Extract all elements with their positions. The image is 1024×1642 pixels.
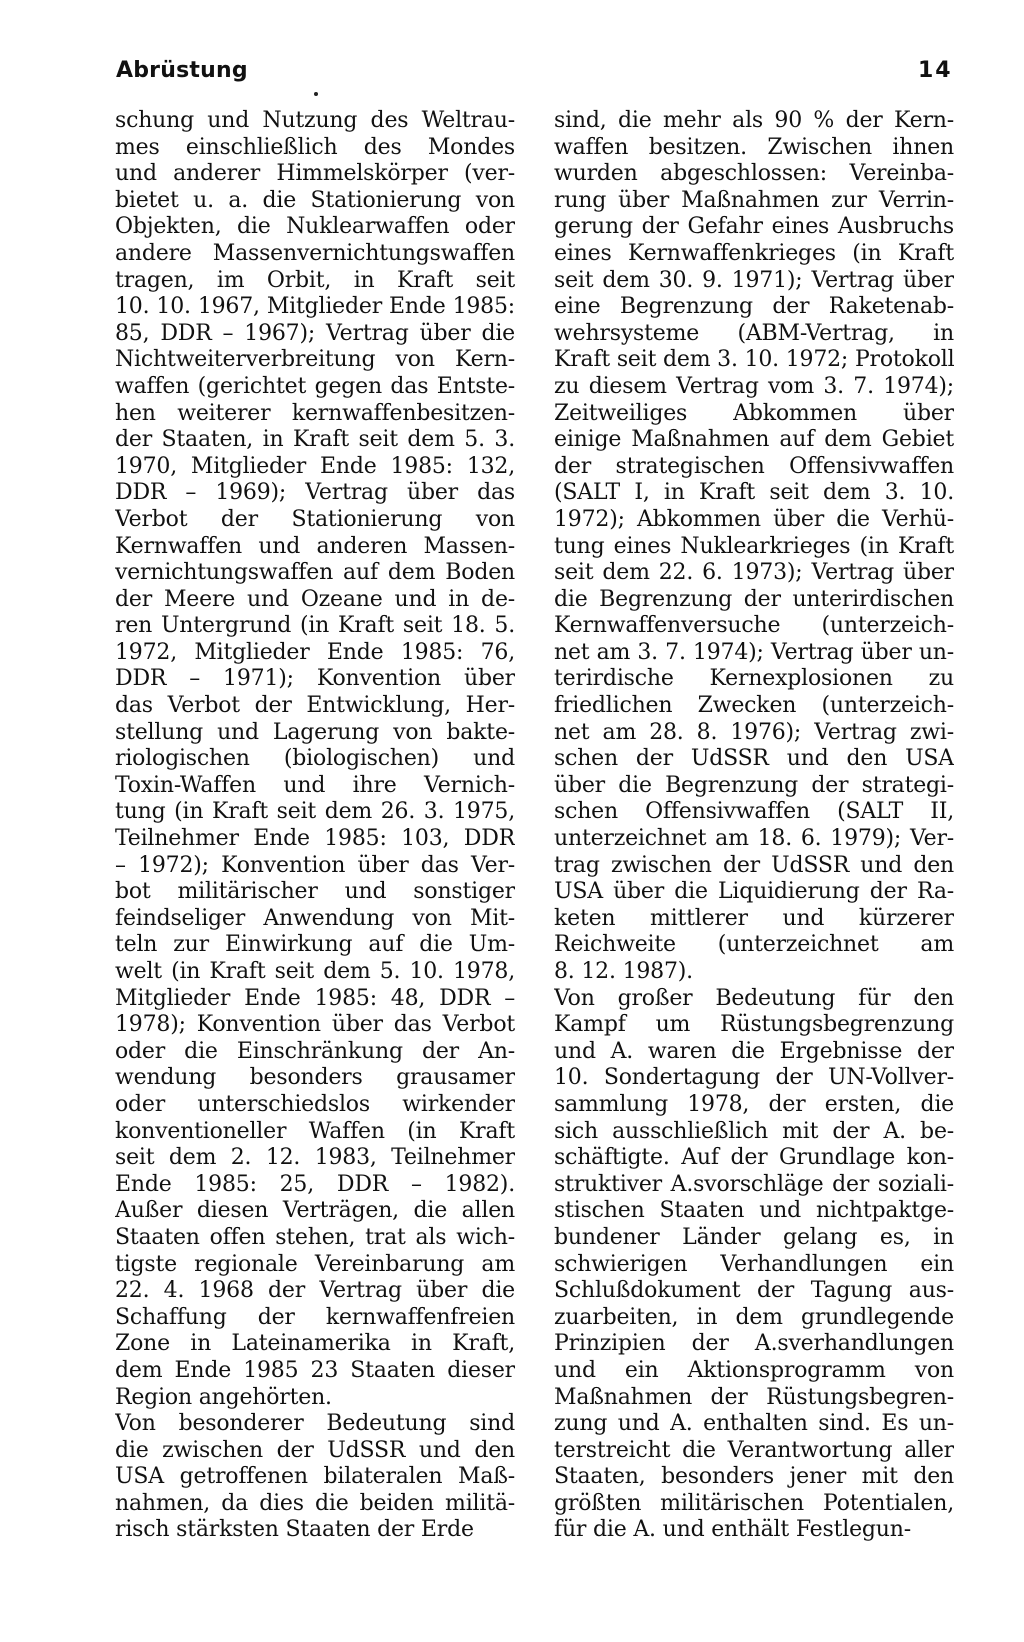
text-line: Verbot der Stationierung von [115, 506, 515, 532]
text-line: vernichtungswaffen auf dem Boden [115, 560, 515, 586]
text-line: Toxin-Waffen und ihre Vernich- [115, 772, 515, 798]
text-line: die zwischen der UdSSR und den [115, 1437, 515, 1463]
text-line: 1972, Mitglieder Ende 1985: 76, [115, 639, 515, 665]
text-line: welt (in Kraft seit dem 5. 10. 1978, [115, 959, 515, 984]
text-line: mes einschließlich des Mondes [115, 134, 515, 160]
text-line: Staaten offen stehen, trat als wich- [115, 1224, 515, 1250]
text-line: eines Kernwaffenkrieges (in Kraft [554, 240, 954, 266]
text-line: zuarbeiten, in dem grundlegende [554, 1304, 954, 1330]
text-line: 10. 10. 1967, Mitglieder Ende 1985: [115, 294, 515, 320]
text-line: wehrsysteme (ABM-Vertrag, in [554, 320, 954, 346]
text-line: schen Offensivwaffen (SALT II, [554, 799, 954, 825]
text-line: Ende 1985: 25, DDR – 1982). [115, 1171, 515, 1197]
text-line: und ein Aktionsprogramm von [554, 1357, 954, 1383]
text-line: tigste regionale Vereinbarung am [115, 1251, 515, 1277]
print-speck [314, 92, 318, 96]
text-line: Kraft seit dem 3. 10. 1972; Protokoll [554, 347, 954, 373]
text-line: ren Untergrund (in Kraft seit 18. 5. [115, 613, 515, 639]
page-number: 14 [918, 58, 953, 83]
text-line: 1972); Abkommen über die Verhü- [554, 506, 954, 532]
text-line: eine Begrenzung der Raketenab- [554, 294, 954, 320]
text-line: 22. 4. 1968 der Vertrag über die [115, 1278, 515, 1304]
text-line: Staaten, besonders jener mit den [554, 1464, 954, 1490]
text-line: konventioneller Waffen (in Kraft [115, 1118, 515, 1144]
text-line: risch stärksten Staaten der Erde [115, 1517, 474, 1543]
text-line: hen weiterer kernwaffenbesitzen- [115, 400, 515, 426]
text-line: tung eines Nuklearkrieges (in Kraft [554, 533, 954, 559]
text-line: dem Ende 1985 23 Staaten dieser [115, 1357, 515, 1383]
text-line: und A. waren die Ergebnisse der [554, 1038, 954, 1064]
text-line: zu diesem Vertrag vom 3. 7. 1974); [554, 373, 954, 399]
text-line: und anderer Himmelskörper (ver- [115, 161, 515, 187]
text-line: Zeitweiliges Abkommen über [554, 400, 954, 426]
text-line: Kampf um Rüstungsbegrenzung [554, 1012, 954, 1038]
text-line: feindseliger Anwendung von Mit- [115, 905, 515, 931]
text-line: seit dem 30. 9. 1971); Vertrag über [554, 267, 954, 293]
text-line: oder die Einschränkung der An- [115, 1038, 515, 1064]
text-line: tragen, im Orbit, in Kraft seit [115, 267, 515, 293]
text-line: friedlichen Zwecken (unterzeich- [554, 693, 954, 719]
text-line: rung über Maßnahmen zur Verrin- [554, 187, 954, 213]
text-line: 10. Sondertagung der UN-Vollver- [554, 1065, 954, 1091]
text-line: schäftigte. Auf der Grundlage kon- [554, 1145, 954, 1171]
text-line: 1978); Konvention über das Verbot [115, 1012, 515, 1038]
text-line: net am 3. 7. 1974); Vertrag über un- [554, 639, 954, 665]
text-line: Teilnehmer Ende 1985: 103, DDR [115, 826, 515, 852]
text-line: USA über die Liquidierung der Ra- [554, 879, 954, 905]
text-line: Kernwaffen und anderen Massen- [115, 533, 515, 559]
text-line: USA getroffenen bilateralen Maß- [115, 1464, 515, 1490]
text-line: 85, DDR – 1967); Vertrag über die [115, 320, 515, 346]
text-line: DDR – 1971); Konvention über [115, 666, 515, 692]
text-line: der Meere und Ozeane und in de- [115, 586, 515, 612]
text-line: Mitglieder Ende 1985: 48, DDR – [115, 985, 515, 1011]
text-line: die Begrenzung der unterirdischen [554, 586, 954, 612]
text-line: nahmen, da dies die beiden militä- [115, 1490, 515, 1516]
text-line: struktiver A.svorschläge der soziali- [554, 1171, 954, 1197]
text-line: 8. 12. 1987). [554, 959, 693, 984]
text-line: schwierigen Verhandlungen ein [554, 1251, 954, 1277]
text-line: tung (in Kraft seit dem 26. 3. 1975, [115, 799, 515, 825]
text-line: Nichtweiterverbreitung von Kern- [115, 347, 515, 373]
text-line: 1970, Mitglieder Ende 1985: 132, [115, 453, 515, 479]
text-line: einige Maßnahmen auf dem Gebiet [554, 427, 954, 453]
text-line: Maßnahmen der Rüstungsbegren- [554, 1384, 954, 1410]
text-line: oder unterschiedslos wirkender [115, 1091, 515, 1117]
text-line: terstreicht die Verantwortung aller [554, 1437, 954, 1463]
text-line: zung und A. enthalten sind. Es un- [554, 1411, 954, 1437]
text-line: größten militärischen Potentialen, [554, 1490, 954, 1516]
text-line: riologischen (biologischen) und [115, 746, 515, 772]
text-line: wendung besonders grausamer [115, 1065, 515, 1091]
text-line: für die A. und enthält Festlegun- [554, 1517, 911, 1543]
text-line: der Staaten, in Kraft seit dem 5. 3. [115, 427, 515, 453]
text-line: Objekten, die Nuklearwaffen oder [115, 214, 515, 240]
text-line: – 1972); Konvention über das Ver- [115, 852, 515, 878]
text-line: wurden abgeschlossen: Vereinba- [554, 161, 954, 187]
text-column-left [115, 108, 515, 1544]
text-line: andere Massenvernichtungswaffen [115, 240, 515, 266]
text-line: terirdische Kernexplosionen zu [554, 666, 954, 692]
text-line: Kernwaffenversuche (unterzeich- [554, 613, 954, 639]
text-line: unterzeichnet am 18. 6. 1979); Ver- [554, 826, 954, 852]
text-line: sind, die mehr als 90 % der Kern- [554, 108, 954, 133]
text-line: sich ausschließlich mit der A. be- [554, 1118, 954, 1144]
text-line: stellung und Lagerung von bakte- [115, 719, 515, 745]
text-line: waffen (gerichtet gegen das Entste- [115, 373, 515, 399]
text-line: teln zur Einwirkung auf die Um- [115, 932, 515, 958]
text-line: über die Begrenzung der strategi- [554, 772, 954, 798]
text-line: keten mittlerer und kürzerer [554, 905, 954, 931]
text-line: schung und Nutzung des Weltrau- [115, 108, 515, 133]
text-line: schen der UdSSR und den USA [554, 746, 954, 772]
text-line: waffen besitzen. Zwischen ihnen [554, 134, 954, 160]
text-line: Zone in Lateinamerika in Kraft, [115, 1331, 515, 1357]
text-line: DDR – 1969); Vertrag über das [115, 480, 515, 506]
text-line: Außer diesen Verträgen, die allen [115, 1198, 515, 1224]
text-line: Schaffung der kernwaffenfreien [115, 1304, 515, 1330]
text-line: gerung der Gefahr eines Ausbruchs [554, 214, 954, 240]
text-line: sammlung 1978, der ersten, die [554, 1091, 954, 1117]
text-line: der strategischen Offensivwaffen [554, 453, 954, 479]
text-line: stischen Staaten und nichtpaktge- [554, 1198, 954, 1224]
text-line: bietet u. a. die Stationierung von [115, 187, 515, 213]
text-line: bundener Länder gelang es, in [554, 1224, 954, 1250]
text-line: bot militärischer und sonstiger [115, 879, 515, 905]
page-header-title: Abrüstung [116, 58, 248, 83]
text-line: Reichweite (unterzeichnet am [554, 932, 954, 958]
text-line: (SALT I, in Kraft seit dem 3. 10. [554, 480, 954, 506]
text-line: das Verbot der Entwicklung, Her- [115, 693, 515, 719]
text-line: seit dem 22. 6. 1973); Vertrag über [554, 560, 954, 586]
text-line: trag zwischen der UdSSR und den [554, 852, 954, 878]
text-line: Schlußdokument der Tagung aus- [554, 1278, 954, 1304]
text-line: net am 28. 8. 1976); Vertrag zwi- [554, 719, 954, 745]
text-line: Von besonderer Bedeutung sind [115, 1411, 515, 1437]
text-line: Region angehörten. [115, 1384, 332, 1410]
text-line: seit dem 2. 12. 1983, Teilnehmer [115, 1145, 515, 1171]
text-line: Von großer Bedeutung für den [554, 985, 954, 1011]
text-column-right [554, 108, 954, 1544]
text-line: Prinzipien der A.sverhandlungen [554, 1331, 954, 1357]
